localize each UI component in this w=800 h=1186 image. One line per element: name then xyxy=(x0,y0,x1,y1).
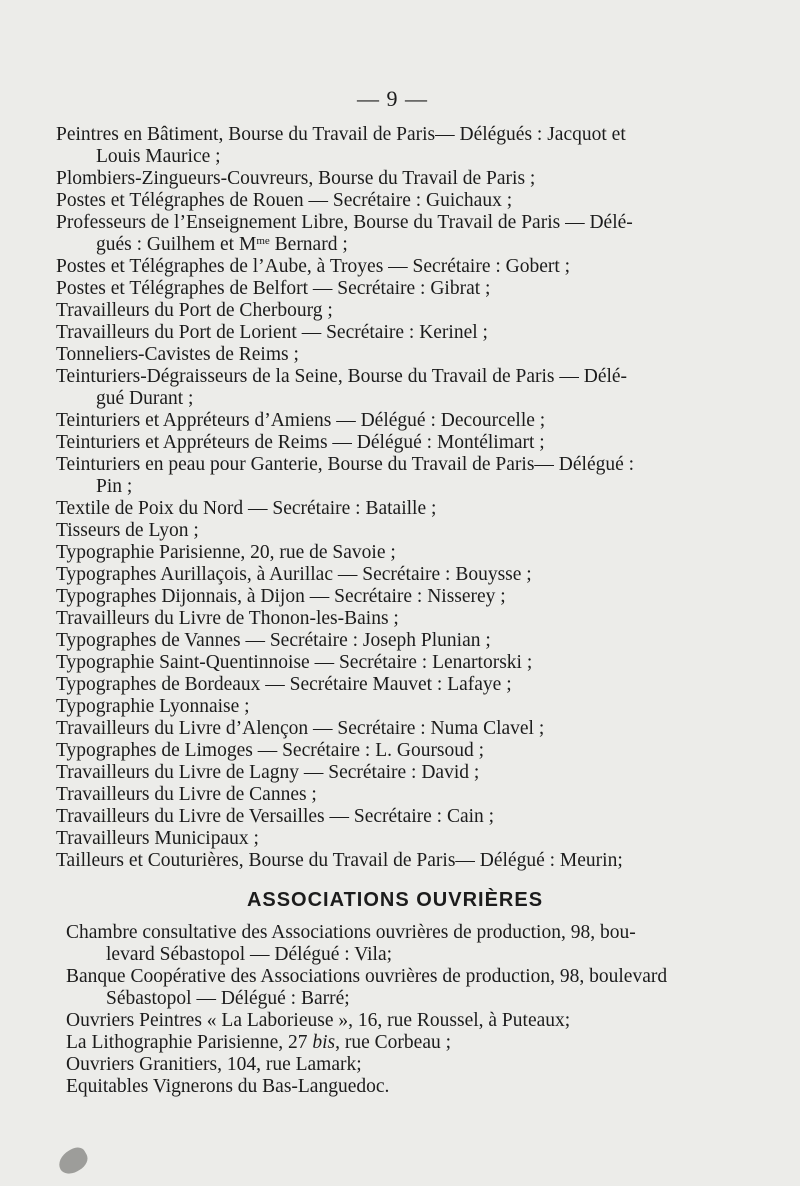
list-item: Peintres en Bâtiment, Bourse du Travail de Paris— Délégués : Jacquot et Louis Maurice ; xyxy=(56,124,626,167)
list-item: Teinturiers et Appréteurs de Reims — Délégué : Montélimart ; xyxy=(56,432,545,453)
list-item: Textile de Poix du Nord — Secrétaire : Bataille ; xyxy=(56,498,437,519)
list-item: La Lithographie Parisienne, 27 bis, rue Corbeau ; xyxy=(66,1032,452,1053)
list-item: Typographes Dijonnais, à Dijon — Secrétaire : Nisserey ; xyxy=(56,586,506,607)
list-item: Travailleurs du Livre de Thonon-les-Bains ; xyxy=(56,608,399,629)
list-item: Banque Coopérative des Associations ouvrières de production, 98, boulevard Sébastopol — Délégué : Barré; xyxy=(66,966,668,1009)
section-heading: ASSOCIATIONS OUVRIÈRES xyxy=(246,889,544,911)
list-item: Teinturiers et Appréteurs d’Amiens — Délégué : Decourcelle ; xyxy=(56,410,546,431)
list-item: Chambre consultative des Associations ouvrières de production, 98, bou- levard Sébastopol — Délégué : Vila; xyxy=(66,922,636,965)
list-item: Typographie Parisienne, 20, rue de Savoie ; xyxy=(56,542,396,563)
list-item: Typographes Aurillaçois, à Aurillac — Secrétaire : Bouysse ; xyxy=(56,564,532,585)
list-item: Ouvriers Peintres « La Laborieuse », 16, rue Roussel, à Puteaux; xyxy=(66,1010,571,1031)
list-item: Typographes de Limoges — Secrétaire : L. Goursoud ; xyxy=(56,740,485,761)
list-item: Travailleurs du Port de Lorient — Secrétaire : Kerinel ; xyxy=(56,322,488,343)
list-item: Ouvriers Granitiers, 104, rue Lamark; xyxy=(66,1054,362,1075)
list-item: Travailleurs du Livre de Lagny — Secrétaire : David ; xyxy=(56,762,480,783)
list-item: Travailleurs du Livre de Versailles — Secrétaire : Cain ; xyxy=(56,806,495,827)
list-item: Postes et Télégraphes de Rouen — Secrétaire : Guichaux ; xyxy=(56,190,513,211)
list-item: Typographes de Vannes — Secrétaire : Joseph Plunian ; xyxy=(56,630,491,651)
list-item: Plombiers-Zingueurs-Couvreurs, Bourse du Travail de Paris ; xyxy=(56,168,536,189)
associations-list xyxy=(66,922,736,1098)
page-number: — 9 — xyxy=(357,86,428,111)
list-item: Travailleurs du Livre d’Alençon — Secrétaire : Numa Clavel ; xyxy=(56,718,545,739)
list-item: Travailleurs Municipaux ; xyxy=(56,828,259,849)
ink-stain xyxy=(55,1144,92,1178)
list-item: Typographie Saint-Quentinnoise — Secrétaire : Lenartorski ; xyxy=(56,652,533,673)
union-list xyxy=(56,124,746,872)
list-item: Postes et Télégraphes de l’Aube, à Troyes — Secrétaire : Gobert ; xyxy=(56,256,571,277)
list-item: Travailleurs du Port de Cherbourg ; xyxy=(56,300,333,321)
list-item: Tisseurs de Lyon ; xyxy=(56,520,199,541)
list-item: Professeurs de l’Enseignement Libre, Bourse du Travail de Paris — Délé- gués : Guilhem et $M^{me}$ Bernard ; xyxy=(56,212,633,255)
list-item: Teinturiers-Dégraisseurs de la Seine, Bourse du Travail de Paris — Délé- gué Durant ; xyxy=(56,366,628,409)
list-item: Typographes de Bordeaux — Secrétaire Mauvet : Lafaye ; xyxy=(56,674,512,695)
list-item: Tonneliers-Cavistes de Reims ; xyxy=(56,344,299,365)
list-item: Tailleurs et Couturières, Bourse du Travail de Paris— Délégué : Meurin; xyxy=(56,850,623,871)
list-item: Typographie Lyonnaise ; xyxy=(56,696,250,717)
list-item: Travailleurs du Livre de Cannes ; xyxy=(56,784,317,805)
list-item: Postes et Télégraphes de Belfort — Secrétaire : Gibrat ; xyxy=(56,278,491,299)
list-item: Teinturiers en peau pour Ganterie, Bourse du Travail de Paris— Délégué : Pin ; xyxy=(56,454,635,497)
list-item: Equitables Vignerons du Bas-Languedoc. xyxy=(66,1076,390,1097)
